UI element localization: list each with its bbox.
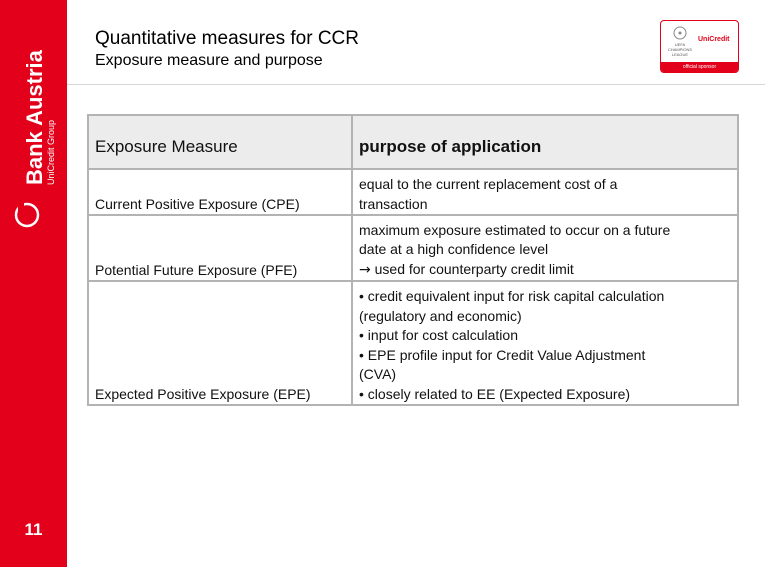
page-number: 11 [24,520,43,539]
brand-logo [0,0,67,270]
table-row [88,215,738,281]
purpose-cell: equal to the current replacement cost of a transaction [352,169,738,215]
star-ball-icon [665,25,695,41]
brand-subname: UniCredit Group [46,119,56,185]
page-title: Quantitative measures for CCR [95,28,359,49]
sponsor-label: official sponsor [661,62,738,72]
purpose-cell: maximum exposure estimated to occur on a future date at a high confidence level → used for counterparty credit limit [352,215,738,281]
header-divider [67,84,765,85]
brand-sidebar [0,0,67,567]
measure-cell: Potential Future Exposure (PFE) [88,215,352,281]
page-subtitle: Exposure measure and purpose [95,52,323,69]
table-header-row [88,115,738,169]
unicredit-logo-text: UniCredit [698,36,730,43]
champions-league-logo: UEFA CHAMPIONS LEAGUE [665,25,695,59]
purpose-cell: • credit equivalent input for risk capital calculation (regulatory and economic) • input for cost calculation • EPE profile input for Credit Value Adjustment (CVA) • closely related to EE (Expected Exposure) [352,281,738,405]
measure-cell: Current Positive Exposure (CPE) [88,169,352,215]
brand-mark-icon [16,203,38,226]
measure-cell: Expected Positive Exposure (EPE) [88,281,352,405]
table-row [88,281,738,405]
arrow-right-icon: → [359,261,371,278]
header-purpose: purpose of application [352,115,738,169]
exposure-table [87,114,739,406]
sponsor-logo [660,20,739,73]
header-exposure-measure: Exposure Measure [88,115,352,169]
brand-name: Bank Austria [22,50,47,185]
table-row [88,169,738,215]
